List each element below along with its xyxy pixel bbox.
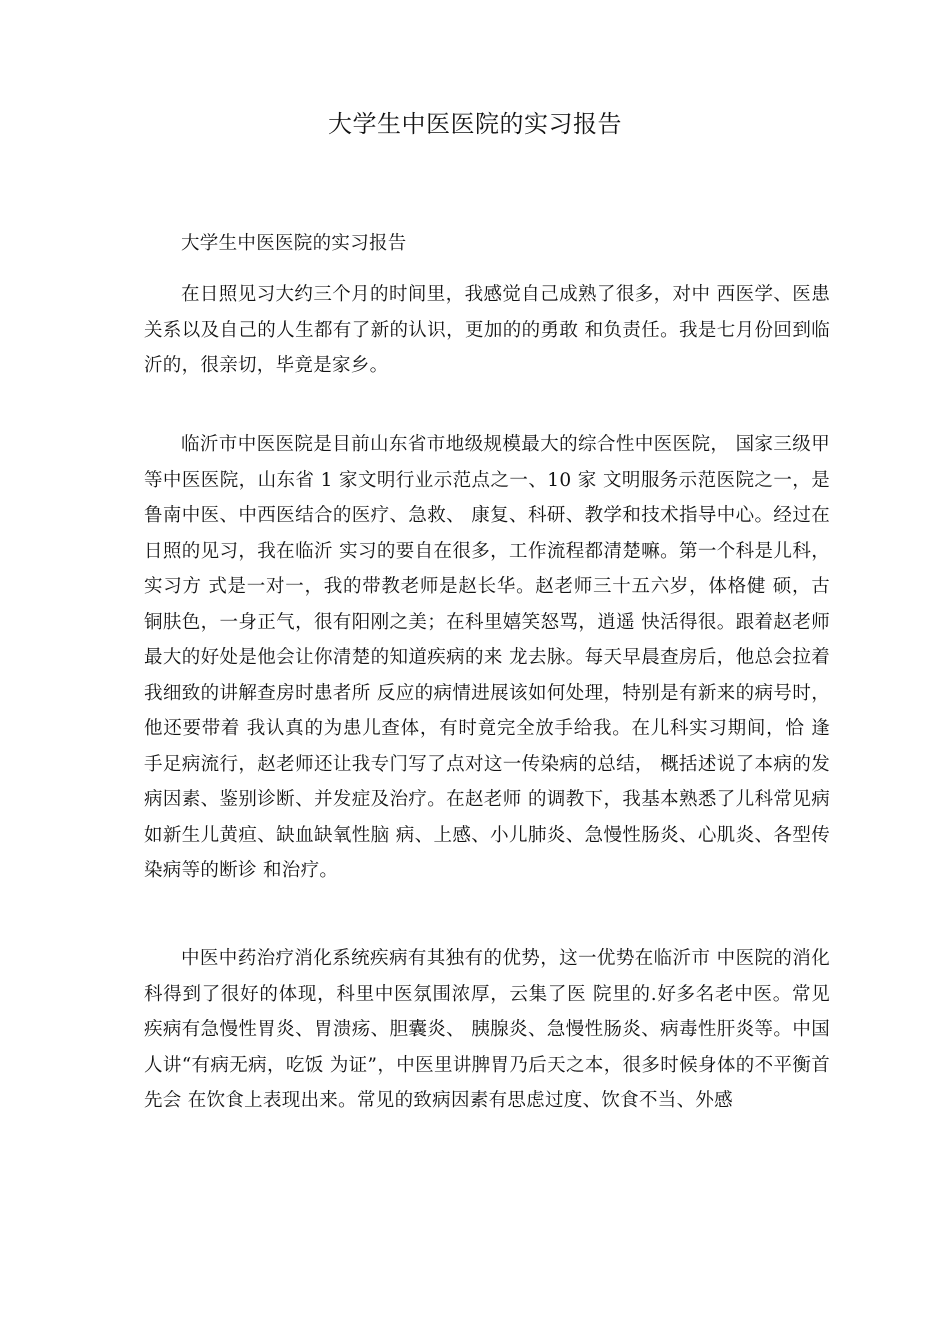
paragraph-3: 中医中药治疗消化系统疾病有其独有的优势，这一优势在临沂市 中医院的消化科得到了很好的体现，科里中医氛围浓厚，云集了医 院里的.好多名老中医。常见疾病有急慢性胃炎、胃溃疡、胆囊炎、 胰腺炎、急慢性肠炎、病毒性肝炎等。中国人讲“有病无病，吃饭 为证”，中医里讲脾胃乃后天之本，很多时候身体的不平衡首先会 在饮食上表现出来。常见的致病因素有思虑过度、饮食不当、外感 [144, 948, 830, 1111]
document-title: 大学生中医医院的实习报告 [328, 110, 622, 138]
paragraph-2: 临沂市中医医院是目前山东省市地级规模最大的综合性中医医院， 国家三级甲等中医医院，山东省 1 家文明行业示范点之一、10 家 文明服务示范医院之一，是鲁南中医、中西医结合的医疗、急救、 康复、科研、教学和技术指导中心。经过在日照的见习，我在临沂 实习的要自在很多，工作流程都清楚嘛。第一个科是儿科，实习方 式是一对一，我的带教老师是赵长华。赵老师三十五六岁，体格健 硕，古铜肤色，一身正气，很有阳刚之美；在科里嬉笑怒骂，逍遥 快活得很。跟着赵老师最大的好处是他会让你清楚的知道疾病的来 龙去脉。每天早晨查房后，他总会拉着我细致的讲解查房时患者所 反应的病情进展该如何处理，特别是有新来的病号时，他还要带着 我认真的为患儿查体，有时竟完全放手给我。在儿科实习期间，恰 逢手足病流行，赵老师还让我专门写了点对这一传染病的总结， 概括述说了本病的发病因素、鉴别诊断、并发症及治疗。在赵老师 的调教下，我基本熟悉了儿科常见病如新生儿黄疸、缺血缺氧性脑 病、上感、小儿肺炎、急慢性肠炎、心肌炎、各型传染病等的断诊 和治疗。 [144, 434, 830, 881]
document-subtitle: 大学生中医医院的实习报告 [181, 233, 407, 254]
paragraph-1: 在日照见习大约三个月的时间里，我感觉自己成熟了很多，对中 西医学、医患关系以及自己的人生都有了新的认识，更加的的勇敢 和负责任。我是七月份回到临沂的，很亲切，毕竟是家乡。 [144, 284, 830, 376]
